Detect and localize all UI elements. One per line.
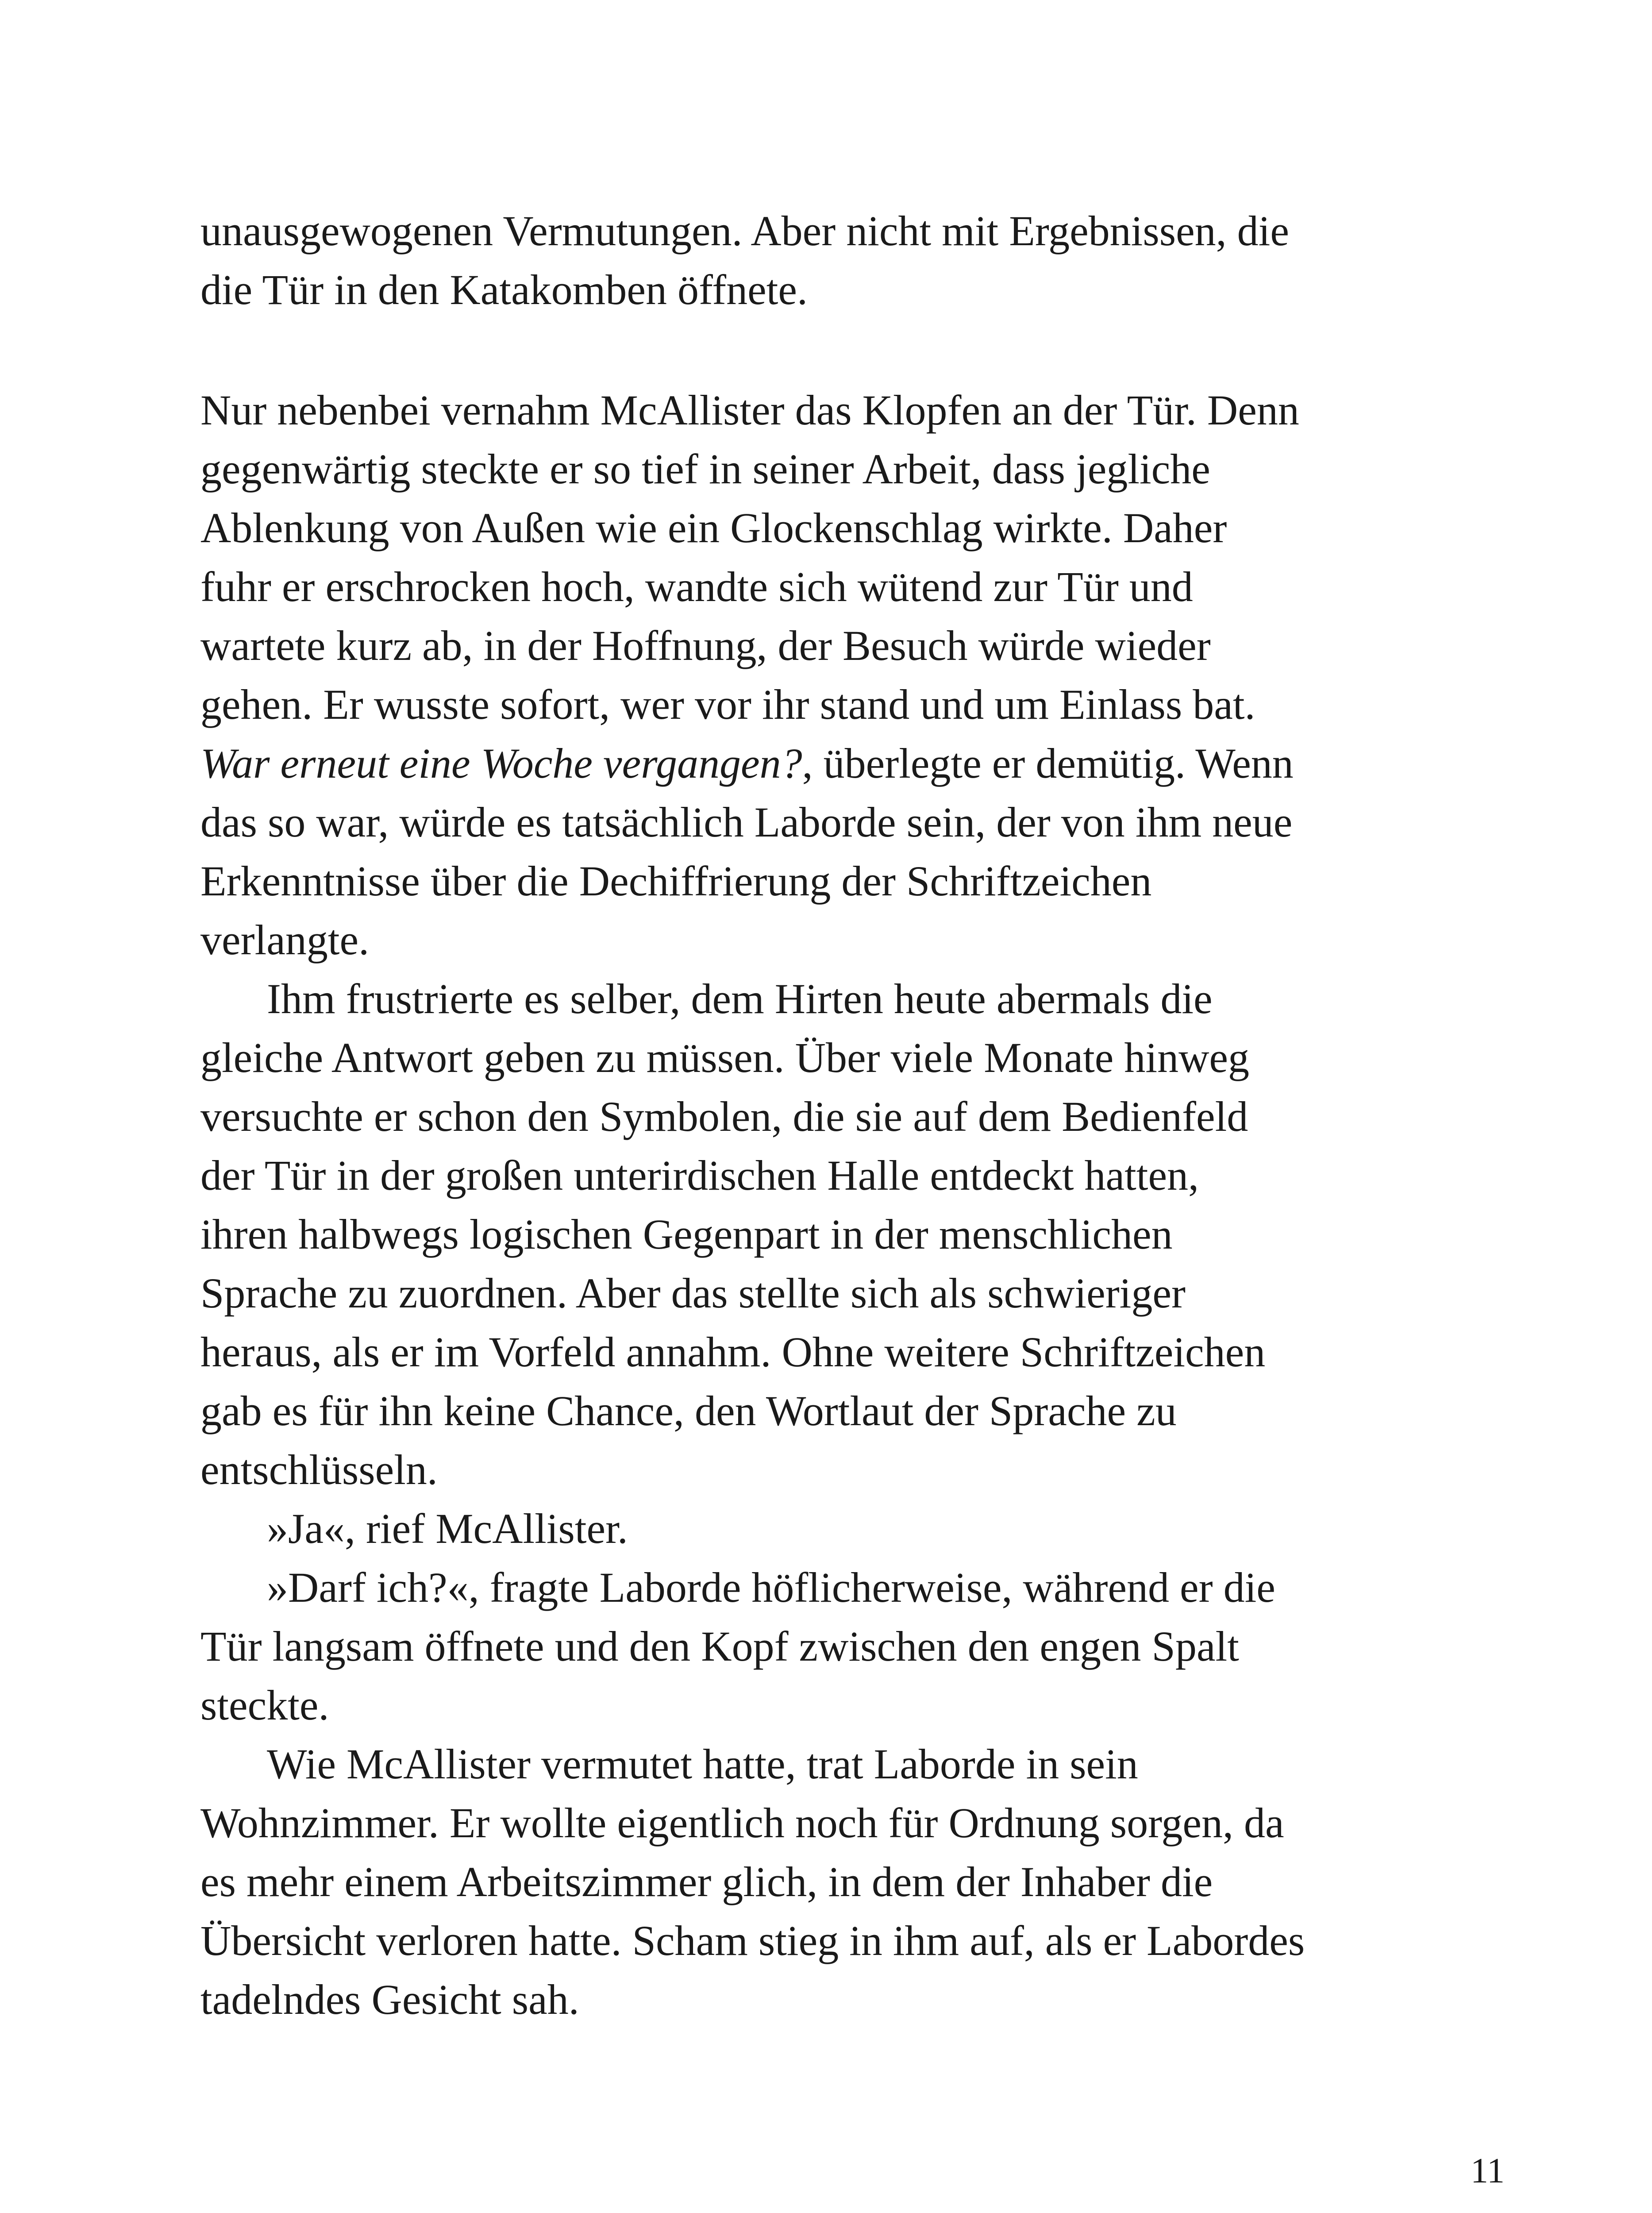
text-line: »Ja«, rief McAllister. <box>267 1505 628 1552</box>
text-line: tadelndes Gesicht sah. <box>200 1976 579 2023</box>
text-line: Übersicht verloren hatte. Scham stieg in ihm auf, als er Labordes <box>200 1917 1305 1964</box>
text-line: gab es für ihn keine Chance, den Wortlaut der Sprache zu <box>200 1387 1177 1434</box>
text-line: Wie McAllister vermutet hatte, trat Laborde in sein <box>267 1740 1138 1788</box>
text-line: steckte. <box>200 1681 329 1729</box>
text-line: Nur nebenbei vernahm McAllister das Klopfen an der Tür. Denn <box>200 386 1299 434</box>
paragraph-3 <box>200 969 1506 1499</box>
text-line: unausgewogenen Vermutungen. Aber nicht mit Ergebnissen, die <box>200 207 1289 254</box>
text-line: Ablenkung von Außen wie ein Glockenschlag wirkte. Daher <box>200 504 1227 551</box>
text-line: heraus, als er im Vorfeld annahm. Ohne weitere Schriftzeichen <box>200 1328 1266 1376</box>
paragraph-4 <box>200 1499 1506 1558</box>
text-line: gleiche Antwort geben zu müssen. Über viele Monate hinweg <box>200 1034 1249 1081</box>
text-line: entschlüsseln. <box>200 1446 438 1493</box>
text-line: wartete kurz ab, in der Hoffnung, der Besuch würde wieder <box>200 622 1211 669</box>
italic-phrase: War erneut eine Woche vergangen? <box>200 740 802 787</box>
text-line: »Darf ich?«, fragte Laborde höflicherweise, während er die <box>267 1564 1275 1611</box>
text-line: gehen. Er wusste sofort, wer vor ihr stand und um Einlass bat. <box>200 681 1255 728</box>
paragraph-2 <box>200 381 1506 969</box>
text-line: Sprache zu zuordnen. Aber das stellte sich als schwieriger <box>200 1269 1186 1317</box>
text-line: der Tür in der großen unterirdischen Halle entdeckt hatten, <box>200 1152 1199 1199</box>
text-line: gegenwärtig steckte er so tief in seiner Arbeit, dass jegliche <box>200 445 1210 493</box>
page-number: 11 <box>1470 2151 1505 2190</box>
text-line: das so war, würde es tatsächlich Laborde sein, der von ihm neue <box>200 798 1293 846</box>
text-fragment: , überlegte er demütig. Wenn <box>802 740 1294 787</box>
paragraph-1 <box>200 201 1506 319</box>
body-text <box>200 381 1506 2029</box>
text-line: versuchte er schon den Symbolen, die sie auf dem Bedienfeld <box>200 1093 1248 1140</box>
text-line: fuhr er erschrocken hoch, wandte sich wütend zur Tür und <box>200 563 1193 610</box>
paragraph-5 <box>200 1558 1506 1735</box>
text-line-with-italic <box>200 734 1506 793</box>
text-line: Ihm frustrierte es selber, dem Hirten heute abermals die <box>267 975 1213 1022</box>
paragraph-6 <box>200 1735 1506 2029</box>
text-line: die Tür in den Katakomben öffnete. <box>200 266 808 313</box>
text-line: verlangte. <box>200 916 370 964</box>
text-line: Tür langsam öffnete und den Kopf zwischen den engen Spalt <box>200 1623 1239 1670</box>
text-line: Erkenntnisse über die Dechiffrierung der Schriftzeichen <box>200 857 1152 905</box>
text-line: ihren halbwegs logischen Gegenpart in der menschlichen <box>200 1211 1173 1258</box>
text-line: Wohnzimmer. Er wollte eigentlich noch für Ordnung sorgen, da <box>200 1799 1284 1847</box>
text-line: es mehr einem Arbeitszimmer glich, in dem der Inhaber die <box>200 1858 1213 1905</box>
